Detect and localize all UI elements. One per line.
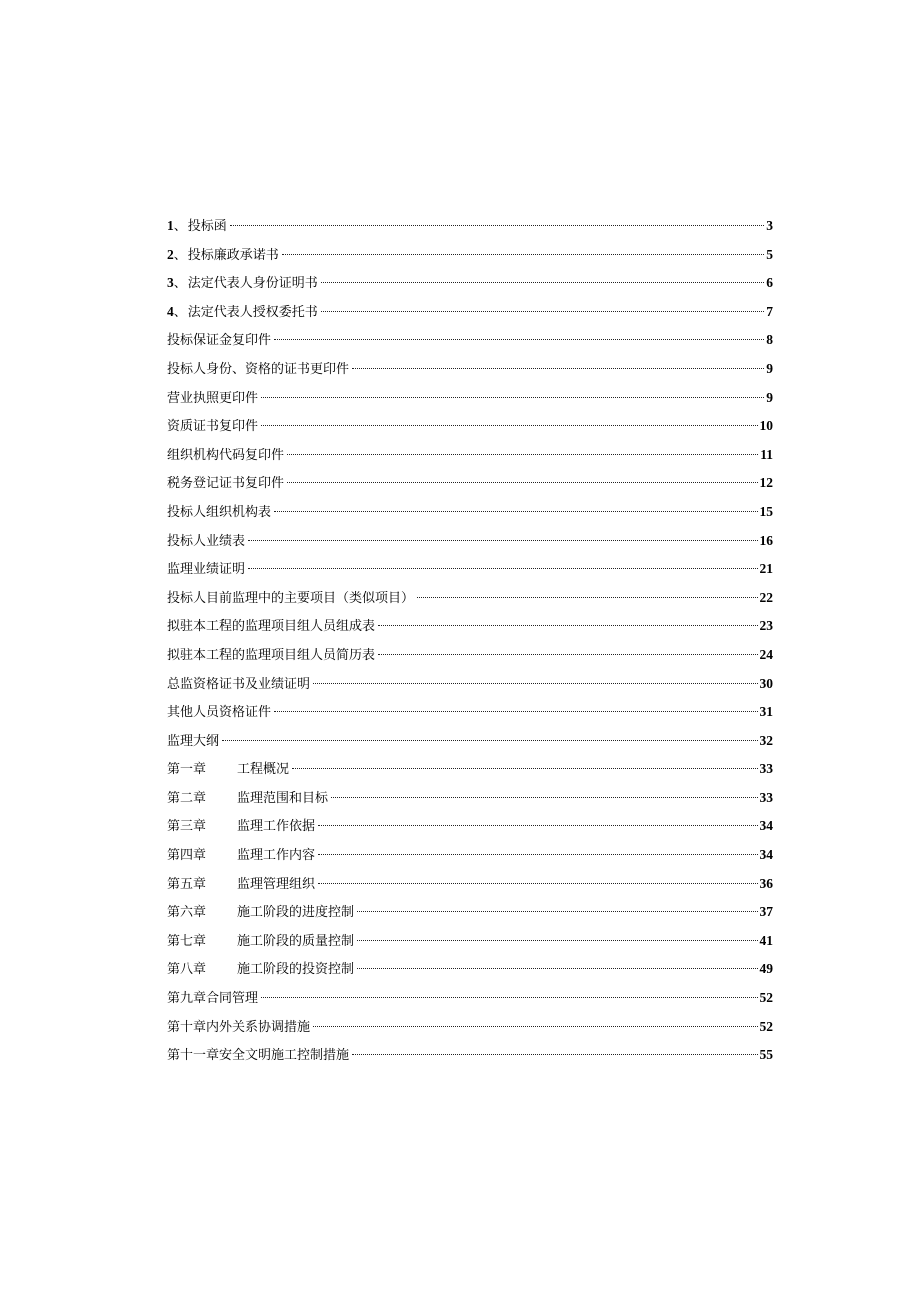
toc-entry-text: 投标函: [187, 219, 227, 234]
toc-entry-title: [167, 241, 279, 271]
toc-entry-title: [167, 212, 227, 242]
toc-leader-dots: [417, 597, 757, 598]
toc-entry[interactable]: [167, 212, 773, 241]
toc-entry-title: 拟驻本工程的监理项目组人员简历表: [167, 647, 376, 663]
toc-leader-dots: [248, 540, 757, 541]
toc-chapter-number: 第四章: [167, 848, 207, 864]
toc-entry-title: [167, 956, 354, 985]
toc-entry[interactable]: [167, 269, 773, 298]
toc-entry[interactable]: [167, 355, 773, 384]
toc-entry-text: 工程概况: [237, 762, 290, 778]
toc-entry-title: 监理大纲: [167, 733, 220, 749]
toc-entry-title: [167, 269, 318, 299]
toc-page-number: 7: [766, 303, 773, 319]
toc-entry-title: 投标人目前监理中的主要项目（类似项目）: [167, 590, 415, 606]
toc-chapter-number: 第一章: [167, 762, 207, 778]
toc-leader-dots: [230, 225, 764, 226]
toc-entry[interactable]: [167, 498, 773, 527]
toc-entry[interactable]: [167, 1041, 773, 1070]
toc-page-number: 34: [759, 818, 773, 834]
toc-entry-text: 法定代表人身份证明书: [187, 276, 318, 292]
toc-entry[interactable]: [167, 441, 773, 470]
toc-entry-title: 组织机构代码复印件: [167, 447, 285, 463]
toc-leader-dots: [378, 654, 757, 655]
toc-page-number: 52: [759, 1018, 773, 1034]
toc-page-number: 41: [759, 932, 773, 948]
toc-entry[interactable]: [167, 984, 773, 1013]
toc-leader-dots: [357, 911, 757, 912]
toc-page-number: 33: [759, 761, 773, 777]
toc-page-number: 30: [759, 675, 773, 691]
toc-entry[interactable]: [167, 670, 773, 699]
toc-leader-dots: [313, 683, 757, 684]
toc-page-number: 37: [759, 904, 773, 920]
toc-leader-dots: [357, 940, 757, 941]
toc-leader-dots: [274, 711, 757, 712]
toc-entry[interactable]: [167, 241, 773, 270]
toc-entry-title: 监理业绩证明: [167, 562, 246, 578]
toc-page-number: 6: [766, 275, 773, 291]
toc-leader-dots: [287, 482, 757, 483]
toc-entry[interactable]: [167, 955, 773, 984]
toc-entry-text: 监理工作内容: [237, 848, 316, 864]
toc-page-number: 31: [759, 704, 773, 720]
toc-entry-text: 法定代表人授权委托书: [187, 304, 318, 320]
toc-leader-dots: [378, 625, 757, 626]
toc-leader-dots: [248, 568, 757, 569]
toc-entry-text: 监理范围和目标: [237, 790, 329, 806]
toc-entry-number: 3: [167, 275, 174, 291]
toc-entry[interactable]: [167, 384, 773, 413]
toc-entry-title: [167, 813, 315, 842]
toc-entry-number: 2: [167, 246, 174, 262]
toc-leader-dots: [274, 339, 764, 340]
toc-entry-number: 1: [167, 218, 174, 233]
toc-page-number: 36: [759, 875, 773, 891]
toc-leader-dots: [321, 282, 764, 283]
toc-entry-text: 施工阶段的进度控制: [237, 905, 355, 921]
toc-entry[interactable]: [167, 469, 773, 498]
toc-entry[interactable]: [167, 698, 773, 727]
toc-entry-title: 第十章内外关系协调措施: [167, 1019, 311, 1035]
toc-chapter-number: 第二章: [167, 790, 207, 806]
toc-leader-dots: [282, 254, 764, 255]
toc-chapter-number: 第三章: [167, 819, 207, 835]
toc-entry-number: 4: [167, 303, 174, 319]
toc-page-number: 32: [759, 732, 773, 748]
toc-page-number: 33: [759, 789, 773, 805]
toc-leader-dots: [222, 740, 757, 741]
toc-leader-dots: [313, 1026, 757, 1027]
toc-leader-dots: [261, 397, 764, 398]
toc-page-number: 22: [759, 589, 773, 605]
toc-entry-text: 监理管理组织: [237, 876, 316, 892]
toc-entry-title: [167, 899, 354, 928]
toc-page-number: 9: [766, 389, 773, 405]
toc-leader-dots: [318, 883, 757, 884]
toc-entry[interactable]: [167, 412, 773, 441]
toc-entry[interactable]: [167, 612, 773, 641]
toc-entry[interactable]: [167, 584, 773, 613]
toc-entry-title: 投标人身份、资格的证书更印件: [167, 361, 350, 377]
toc-entry[interactable]: [167, 1013, 773, 1042]
toc-entry-title: [167, 756, 289, 785]
toc-entry-separator: 、: [173, 304, 187, 320]
toc-page-number: 55: [759, 1047, 773, 1063]
toc-entry[interactable]: [167, 812, 773, 841]
toc-entry-title: 总监资格证书及业绩证明: [167, 676, 311, 692]
toc-entry[interactable]: [167, 870, 773, 899]
toc-page-number: 23: [759, 618, 773, 634]
toc-leader-dots: [318, 825, 757, 826]
toc-leader-dots: [318, 854, 757, 855]
toc-chapter-number: 第六章: [167, 905, 207, 921]
toc-entry-title: 投标人业绩表: [167, 533, 246, 549]
toc-page-number: 52: [759, 990, 773, 1006]
toc-entry-text: 施工阶段的投资控制: [237, 962, 355, 978]
toc-entry-title: [167, 298, 318, 328]
toc-entry-title: [167, 871, 315, 900]
toc-entry-title: 资质证书复印件: [167, 419, 259, 435]
toc-entry[interactable]: [167, 755, 773, 784]
toc-entry-title: 第九章合同管理: [167, 991, 259, 1007]
toc-page-number: 16: [759, 532, 773, 548]
toc-entry[interactable]: [167, 298, 773, 327]
toc-entry-text: 施工阶段的质量控制: [237, 933, 355, 949]
toc-leader-dots: [292, 768, 757, 769]
toc-page-number: 10: [759, 418, 773, 434]
toc-page-number: 5: [766, 246, 773, 262]
toc-leader-dots: [331, 797, 757, 798]
toc-leader-dots: [261, 997, 757, 998]
toc-entry-text: 投标廉政承诺书: [187, 247, 279, 263]
toc-entry[interactable]: [167, 527, 773, 556]
toc-leader-dots: [357, 968, 757, 969]
toc-page-number: 34: [759, 847, 773, 863]
toc-page-number: 15: [759, 503, 773, 519]
toc-entry-text: 监理工作依据: [237, 819, 316, 835]
toc-entry-title: [167, 928, 354, 957]
toc-page-number: 11: [760, 446, 773, 462]
toc-entry-title: 拟驻本工程的监理项目组人员组成表: [167, 619, 376, 635]
toc-entry-title: [167, 785, 328, 814]
toc-entry-title: 投标人组织机构表: [167, 504, 272, 520]
toc-page-number: 21: [759, 561, 773, 577]
toc-page-number: 49: [759, 961, 773, 977]
toc-page-number: 9: [766, 360, 773, 376]
toc-entry-separator: 、: [173, 247, 187, 263]
toc-entry[interactable]: [167, 555, 773, 584]
toc-leader-dots: [321, 311, 764, 312]
toc-leader-dots: [352, 368, 764, 369]
table-of-contents: [167, 212, 773, 1070]
toc-entry[interactable]: [167, 641, 773, 670]
toc-entry-title: 税务登记证书复印件: [167, 476, 285, 492]
toc-chapter-number: 第八章: [167, 962, 207, 978]
toc-leader-dots: [274, 511, 757, 512]
toc-entry-title: 其他人员资格证件: [167, 705, 272, 721]
toc-entry[interactable]: [167, 927, 773, 956]
toc-entry-title: 营业执照更印件: [167, 390, 259, 406]
toc-entry-separator: 、: [173, 276, 187, 292]
toc-leader-dots: [261, 425, 757, 426]
toc-chapter-number: 第五章: [167, 876, 207, 892]
toc-page-number: 8: [766, 332, 773, 348]
toc-entry[interactable]: [167, 326, 773, 355]
toc-entry[interactable]: [167, 727, 773, 756]
toc-entry[interactable]: [167, 784, 773, 813]
toc-entry-separator: 、: [173, 219, 187, 234]
toc-page-number: 24: [759, 646, 773, 662]
toc-entry-title: 投标保证金复印件: [167, 333, 272, 349]
toc-entry[interactable]: [167, 898, 773, 927]
toc-entry-title: [167, 842, 315, 871]
toc-page-number: 12: [759, 475, 773, 491]
toc-entry[interactable]: [167, 841, 773, 870]
toc-leader-dots: [287, 454, 758, 455]
toc-page-number: 3: [766, 218, 773, 233]
toc-entry-title: 第十一章安全文明施工控制措施: [167, 1048, 350, 1064]
toc-leader-dots: [352, 1054, 757, 1055]
toc-chapter-number: 第七章: [167, 933, 207, 949]
